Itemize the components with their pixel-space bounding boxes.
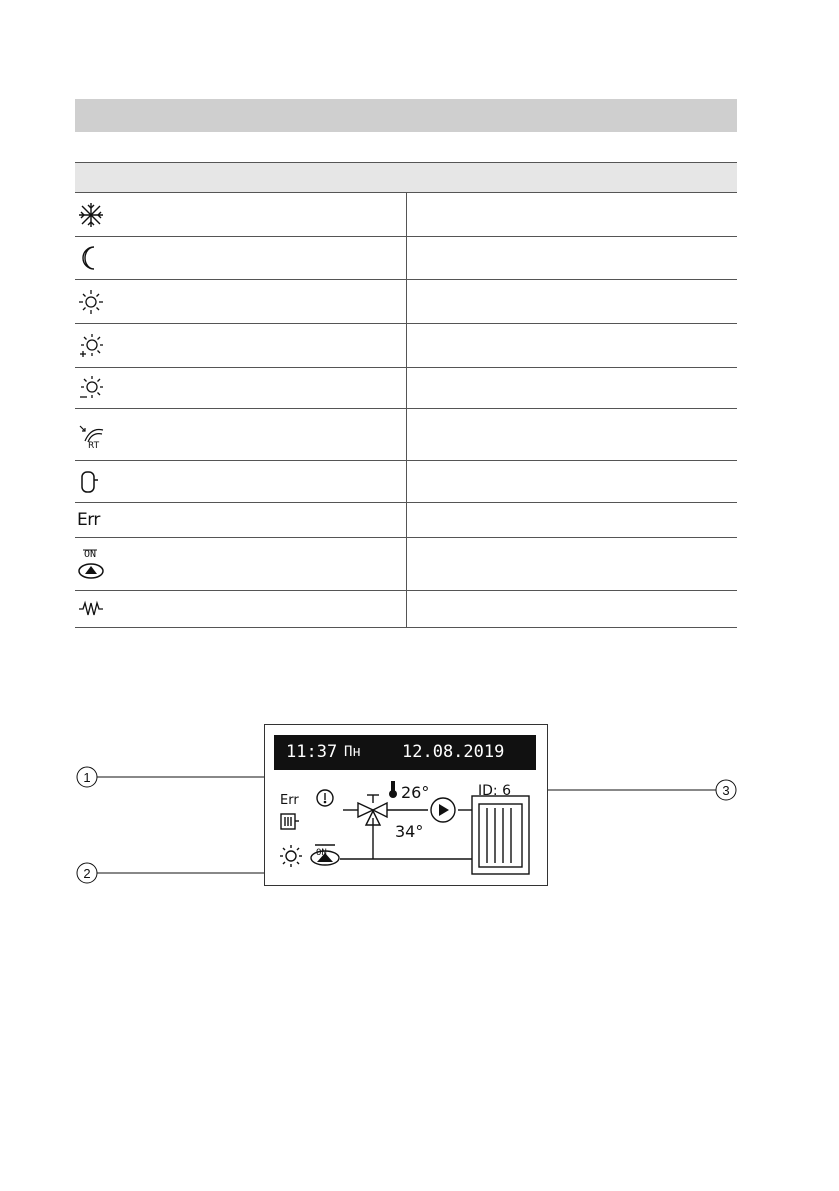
sun-icon: [280, 845, 302, 867]
pump-on-label: ON: [84, 549, 97, 560]
hydraulic-scheme: [265, 725, 547, 885]
device-id-label: ID: 6: [478, 783, 511, 799]
rt-sensor-label: RT: [88, 440, 100, 449]
display-weekday: Пн: [344, 744, 361, 760]
display-time: 11:37: [286, 742, 338, 762]
flow-temperature: 26°: [401, 783, 430, 802]
error-label: Err: [280, 793, 299, 808]
thermometer-icon: [389, 781, 397, 798]
callout-number-1: 1: [83, 770, 91, 785]
pump-flow-arrow-icon: [439, 804, 449, 816]
error-icon: Err: [77, 510, 100, 530]
callout-number-2: 2: [83, 866, 91, 881]
callout-number-3: 3: [722, 783, 730, 798]
pump-on-label: ON: [316, 848, 327, 858]
return-temperature: 34°: [395, 822, 424, 841]
controller-display: [264, 724, 548, 886]
radiator-icon: [472, 796, 529, 874]
display-date: 12.08.2019: [402, 742, 505, 762]
